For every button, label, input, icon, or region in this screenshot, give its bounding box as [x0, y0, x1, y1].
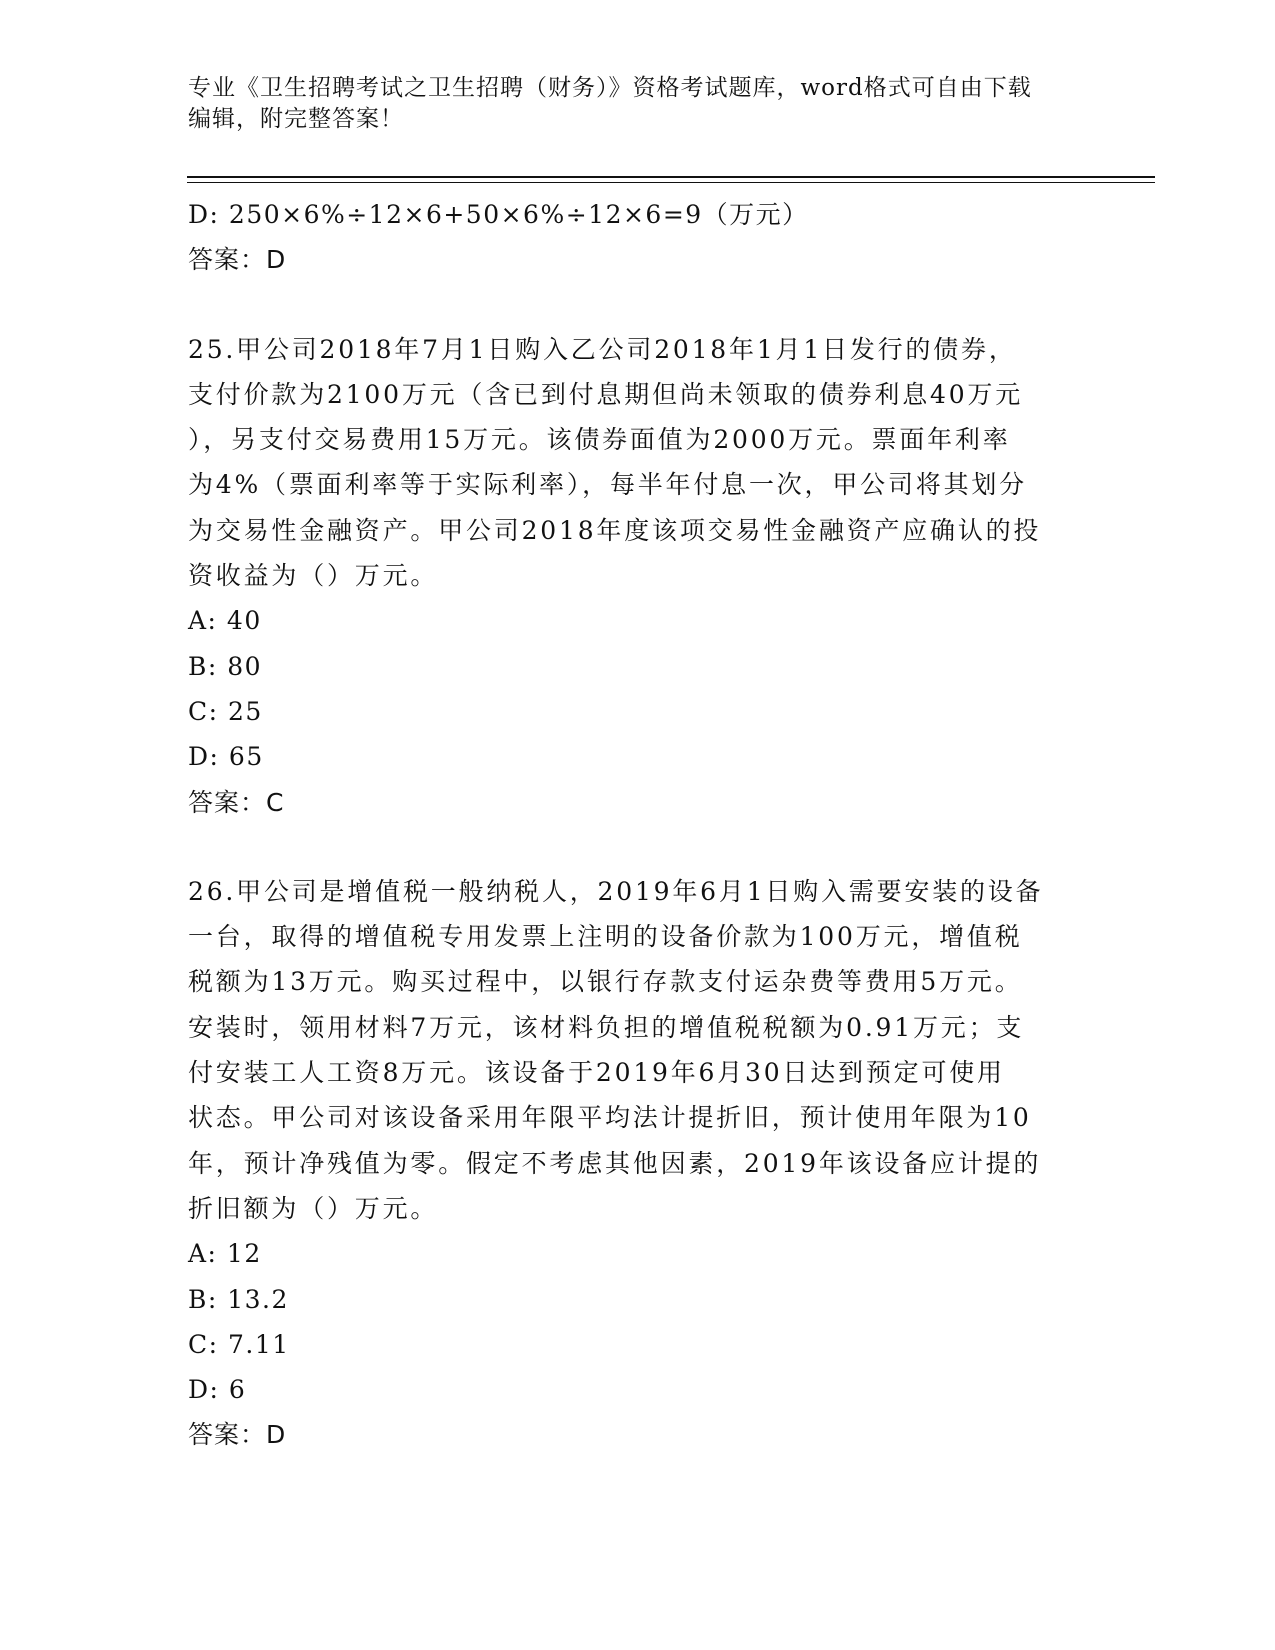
- question-stem-line: 年，预计净残值为零。假定不考虑其他因素，2019年该设备应计提的: [188, 1148, 1042, 1178]
- header-line-2: 编辑，附完整答案！: [188, 106, 404, 132]
- option-b: B: 13.2: [188, 1284, 289, 1314]
- question-26: [188, 869, 1088, 1458]
- spacer: [188, 283, 1088, 327]
- answer-line: 答案：D: [188, 245, 287, 275]
- option-c: C: 7.11: [188, 1329, 290, 1359]
- option-a: A: 40: [188, 606, 262, 636]
- question-stem-line: 为交易性金融资产。甲公司2018年度该项交易性金融资产应确认的投: [188, 515, 1042, 545]
- question-stem-line: 税额为13万元。购买过程中，以银行存款支付运杂费等费用5万元。: [188, 967, 1023, 997]
- question-stem-line: 状态。甲公司对该设备采用年限平均法计提折旧，预计使用年限为10: [188, 1103, 1032, 1133]
- option-d: D: 6: [188, 1375, 247, 1405]
- header-rule-thin: [187, 182, 1155, 183]
- question-25: [188, 327, 1088, 825]
- question-stem-line: 折旧额为（）万元。: [188, 1193, 439, 1223]
- question-stem-line: 付安装工人工资8万元。该设备于2019年6月30日达到预定可使用: [188, 1058, 1005, 1088]
- question-stem-line: 一台，取得的增值税专用发票上注明的设备价款为100万元，增值税: [188, 922, 1023, 952]
- header-rule-thick: [187, 176, 1155, 178]
- header-line-1: 专业《卫生招聘考试之卫生招聘（财务）》资格考试题库，word格式可自由下载: [188, 75, 1032, 101]
- question-stem-line: 安装时，领用材料7万元，该材料负担的增值税税额为0.91万元；支: [188, 1012, 1025, 1042]
- option-d: D: 65: [188, 742, 264, 772]
- question-stem-line: 25.甲公司2018年7月1日购入乙公司2018年1月1日发行的债券，: [188, 334, 1017, 364]
- question-stem-line: 26.甲公司是增值税一般纳税人，2019年6月1日购入需要安装的设备: [188, 876, 1044, 906]
- option-c: C: 25: [188, 696, 263, 726]
- question-stem-line: 为4%（票面利率等于实际利率），每半年付息一次，甲公司将其划分: [188, 470, 1027, 500]
- answer-line: 答案：D: [188, 1420, 287, 1450]
- question-stem-line: 支付价款为2100万元（含已到付息期但尚未领取的债券利息40万元: [188, 379, 1024, 409]
- question-stem-line: 资收益为（）万元。: [188, 561, 439, 591]
- document-body: [188, 192, 1088, 1458]
- document-header: [188, 73, 1068, 135]
- option-a: A: 12: [188, 1239, 262, 1269]
- answer-line: 答案：C: [188, 787, 285, 817]
- option-d: D: 250×6%÷12×6+50×6%÷12×6=9（万元）: [188, 200, 809, 229]
- spacer: [188, 825, 1088, 869]
- question-stem-line: ），另支付交易费用15万元。该债券面值为2000万元。票面年利率: [188, 425, 1011, 455]
- option-b: B: 80: [188, 651, 263, 681]
- question-24-tail: [188, 192, 1088, 283]
